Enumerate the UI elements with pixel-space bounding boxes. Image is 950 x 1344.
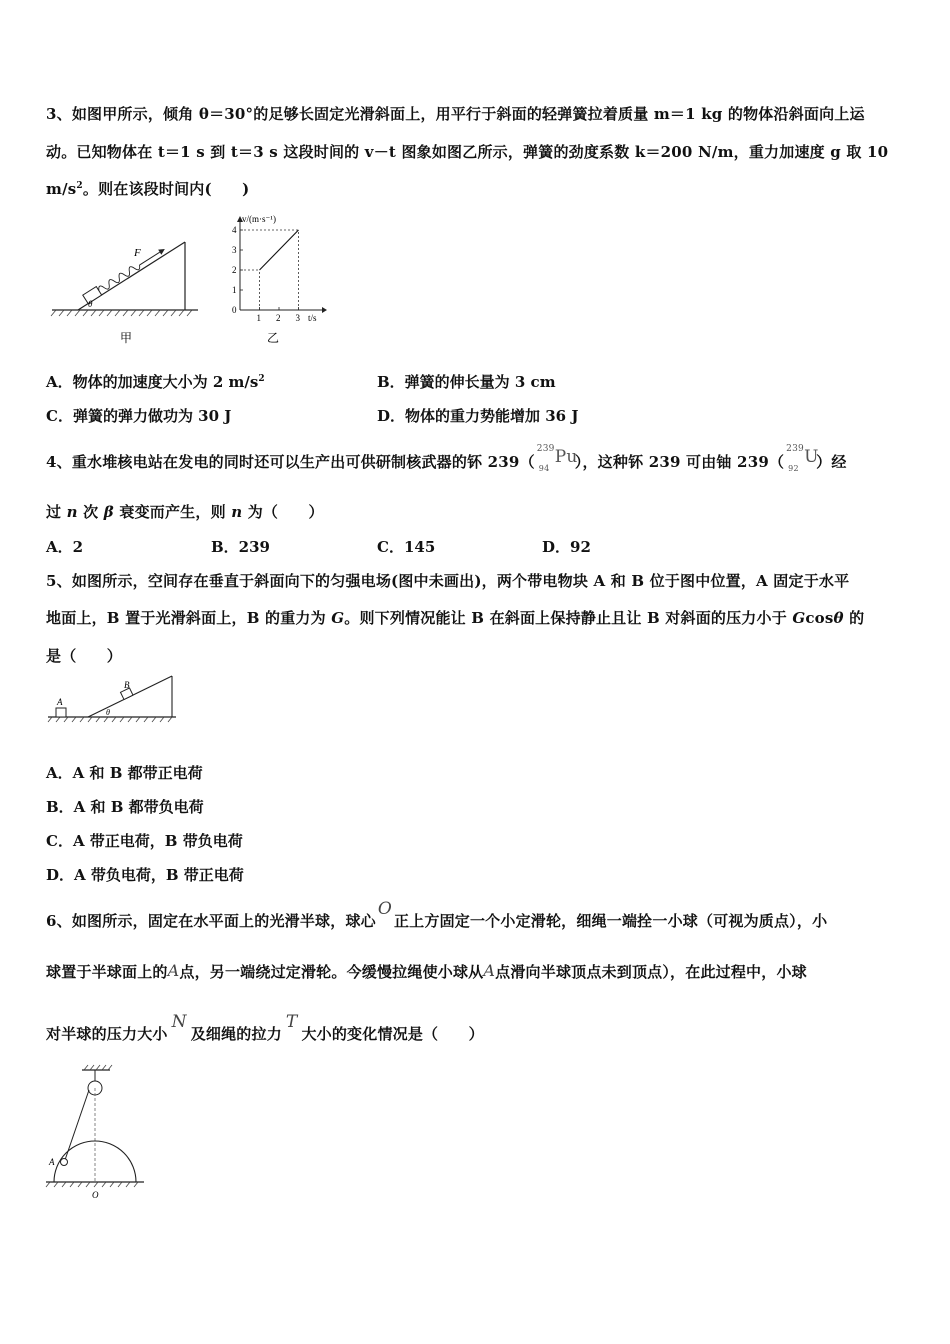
fig-jia-caption: 甲 [120, 331, 133, 345]
block-a-label: A [57, 697, 63, 707]
q6-l3a: 对半球的压力大小 [46, 1025, 168, 1043]
q6-l3c: 大小的变化情况是（ ） [301, 1025, 484, 1043]
vt-chart [222, 210, 332, 350]
q6-A2: A [483, 961, 496, 980]
q6-line2 [46, 961, 807, 982]
q3-option-c[interactable]: C．弹簧的弹力做功为 30 J [46, 407, 232, 425]
x-axis-arrow [322, 307, 327, 313]
q6-l1a: 6、如图所示，固定在水平面上的光滑半球，球心 [46, 912, 376, 930]
q5-cos: cos [805, 609, 834, 627]
incline-spring-diagram [48, 230, 208, 350]
q3-option-b[interactable]: B．弹簧的伸长量为 3 cm [377, 373, 556, 391]
q3-option-a-sup: 2 [258, 374, 265, 384]
q6-T: T [285, 1012, 298, 1032]
q4-l2d: 为（ ） [242, 503, 324, 521]
y-tick-label: 2 [232, 265, 237, 275]
ground-hatch [46, 1182, 138, 1187]
q6-line3 [46, 1012, 484, 1044]
q4-line1-pre: 4、重水堆核电站在发电的同时还可以生产出可供研制核武器的钚 239（ [46, 453, 535, 471]
q3-figure-jia [48, 230, 208, 350]
q4-option-c[interactable]: C．145 [377, 538, 436, 556]
q5-option-c[interactable]: C．A 带正电荷，B 带负电荷 [46, 832, 243, 850]
theta-label: θ [88, 299, 93, 309]
x-tick-label: 3 [295, 313, 300, 323]
q3-line3-unit: m/s [46, 180, 77, 198]
q6-N: N [171, 1012, 187, 1032]
q4-line2 [46, 501, 324, 522]
force-arrow [139, 252, 159, 265]
spring [97, 262, 141, 294]
q6-l2b: 点，另一端绕过定滑轮。今缓慢拉绳使小球从 [179, 963, 484, 981]
pu239-nuclide [535, 444, 578, 473]
q6-l3b: 及细绳的拉力 [190, 1025, 282, 1043]
block-and-spring [83, 245, 168, 304]
block-a [56, 708, 66, 717]
q3-line3-tail: 。则在该段时间内( ) [82, 180, 250, 198]
q6-figure [44, 1064, 154, 1206]
hemisphere-pulley-diagram [44, 1064, 154, 1206]
x-axis-label: t/s [308, 313, 317, 323]
q3-option-a[interactable] [46, 371, 265, 392]
fig-yi-caption: 乙 [267, 331, 280, 345]
pu-atomic-number: 94 [538, 464, 550, 473]
block-b-label: B [124, 680, 130, 690]
q6-l1b: 正上方固定一个小定滑轮，细绳一端拴一小球（可视为质点），小 [393, 912, 828, 930]
force-arrowhead [158, 246, 166, 254]
q3-option-d[interactable]: D．物体的重力势能增加 36 J [377, 407, 579, 425]
q6-line1 [46, 899, 828, 931]
q5-l2b: 。则下列情况能让 B 在斜面上保持静止且让 B 对斜面的压力小于 [344, 609, 793, 627]
q4-line1 [46, 444, 847, 473]
q5-theta: θ [833, 609, 844, 627]
y-tick-label: 3 [232, 245, 237, 255]
ball [61, 1159, 68, 1166]
series-line-segment [260, 230, 299, 270]
q4-n1: n [66, 503, 78, 521]
force-label: F [134, 247, 141, 259]
q3-line2: 动。已知物体在 t＝1 s 到 t＝3 s 这段时间的 v－t 图象如图乙所示，弹簧的劲度系数 k＝200 N/m，重力加速度 g 取 10 [46, 143, 889, 161]
q5-figure [46, 672, 186, 728]
q4-line1-mid: ），这种钚 239 可由铀 239（ [574, 453, 785, 471]
q5-Gcos-G: G [792, 609, 806, 627]
q5-line1: 5、如图所示，空间存在垂直于斜面向下的匀强电场(图中未画出)，两个带电物块 A 和 B 位于图中位置，A 固定于水平 [46, 572, 850, 590]
q6-O: O [377, 899, 392, 919]
y-tick-label: 4 [232, 225, 237, 235]
q6-A: A [167, 961, 180, 980]
q3-figure-yi [222, 210, 332, 350]
q5-G: G [331, 609, 345, 627]
y-axis-label: v/(m·s⁻¹) [242, 214, 276, 224]
q3-line3 [46, 178, 249, 199]
q3-line1: 3、如图甲所示，倾角 θ＝30°的足够长固定光滑斜面上，用平行于斜面的轻弹簧拉着质量 m＝1 kg 的物体沿斜面向上运 [46, 105, 865, 123]
q4-option-a[interactable]: A．2 [46, 538, 84, 556]
q4-l2a: 过 [46, 503, 67, 521]
q3-option-a-text: A．物体的加速度大小为 2 m/s [46, 373, 259, 391]
q3-line3-sup: 2 [76, 181, 83, 191]
theta-label: θ [106, 708, 110, 717]
ceiling-hatch [84, 1065, 112, 1070]
q5-line2 [46, 607, 864, 628]
charged-blocks-diagram [46, 672, 186, 728]
x-tick-label: 2 [276, 313, 281, 323]
q5-l2a: 地面上，B 置于光滑斜面上，B 的重力为 [46, 609, 332, 627]
q5-option-a[interactable]: A．A 和 B 都带正电荷 [46, 764, 203, 782]
q5-l2d: 的 [843, 609, 865, 627]
q4-l2c: 衰变而产生，则 [113, 503, 232, 521]
q4-l2b: 次 [77, 503, 104, 521]
y-tick-label: 0 [232, 305, 237, 315]
q4-line1-post: ）经 [816, 453, 847, 471]
y-tick-label: 1 [232, 285, 237, 295]
rope [65, 1090, 89, 1160]
q6-l2c: 点滑向半球顶点未到顶点），在此过程中，小球 [495, 963, 807, 981]
q6-l2a: 球置于半球面上的 [46, 963, 168, 981]
center-o-label: O [92, 1190, 99, 1200]
u-symbol: U [804, 447, 819, 467]
point-a-label: A [49, 1157, 55, 1167]
q4-option-d[interactable]: D．92 [542, 538, 591, 556]
q5-line3: 是（ ） [46, 647, 123, 665]
u-mass-number: 239 [786, 444, 804, 454]
ground-hatch [48, 717, 172, 722]
ground-hatch [51, 310, 192, 316]
u239-nuclide [784, 444, 819, 473]
pu-symbol: Pu [554, 447, 578, 467]
q4-option-b[interactable]: B．239 [211, 538, 270, 556]
x-tick-label: 1 [256, 313, 261, 323]
q4-n2: n [231, 503, 243, 521]
q5-option-d[interactable]: D．A 带负电荷，B 带正电荷 [46, 866, 244, 884]
pu-mass-number: 239 [536, 444, 555, 454]
q4-beta: β [103, 503, 114, 521]
u-atomic-number: 92 [788, 464, 799, 473]
q5-option-b[interactable]: B．A 和 B 都带负电荷 [46, 798, 204, 816]
